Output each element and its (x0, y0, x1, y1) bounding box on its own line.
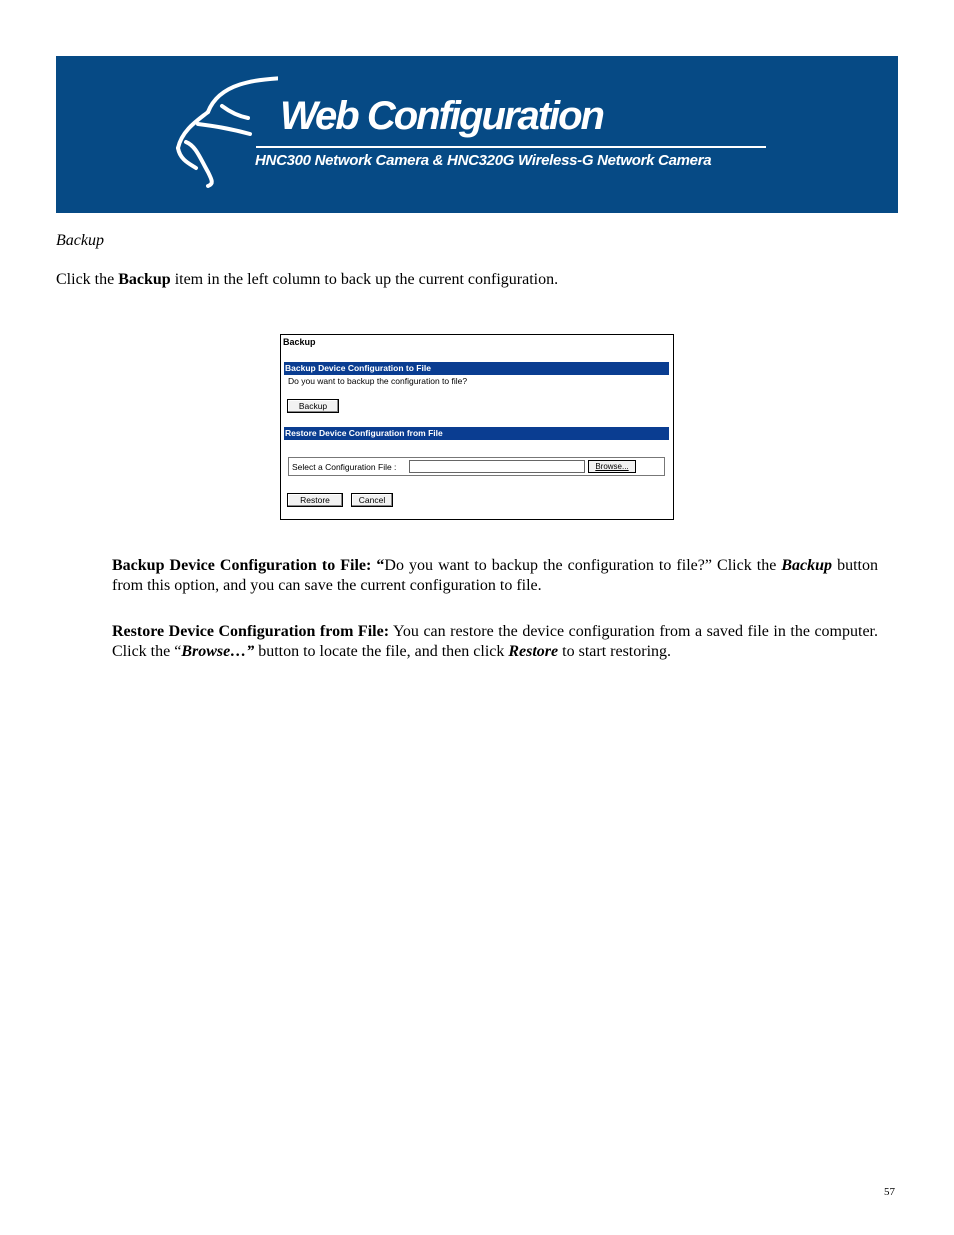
banner-subtitle: HNC300 Network Camera & HNC320G Wireless-G Network Camera (255, 152, 712, 169)
restore-section-rule (284, 439, 669, 440)
backup-section-header: Backup Device Configuration to File (284, 362, 669, 374)
page-number: 57 (884, 1186, 895, 1198)
banner-divider (256, 146, 766, 148)
restore-description-text-1: You can restore the device configuration from a saved file in the computer. Click the “ (112, 623, 878, 660)
banner-title: Web Configuration (280, 94, 603, 138)
eagle-head-icon (168, 72, 278, 192)
intro-prefix: Click the (56, 271, 119, 288)
intro-suffix: item in the left column to back up the current configuration. (170, 271, 559, 288)
backup-description-text-1: Do you want to backup the configuration to file?” Click the (384, 557, 782, 574)
restore-description-restore: Restore (508, 643, 559, 660)
select-file-label: Select a Configuration File : (292, 462, 397, 472)
section-heading: Backup (56, 232, 104, 249)
backup-description-emphasis: Backup (781, 557, 833, 574)
browse-button[interactable]: Browse... (588, 460, 636, 473)
file-select-frame (288, 457, 665, 476)
restore-button[interactable]: Restore (287, 493, 343, 507)
backup-description-text-2: button from this option, and you can save the current configuration to file. (112, 557, 879, 594)
header-banner (56, 56, 898, 213)
backup-description (112, 556, 878, 596)
backup-question: Do you want to backup the configuration to file? (288, 376, 468, 386)
restore-description-label: Restore Device Configuration from File: (112, 623, 390, 640)
restore-description-text-3: to start restoring. (558, 643, 672, 660)
intro-paragraph (56, 271, 558, 289)
backup-screenshot-panel (280, 334, 674, 520)
intro-bold: Backup (118, 271, 171, 288)
restore-description-browse: Browse…” (181, 643, 255, 660)
restore-description-text-2: button to locate the file, and then click (254, 643, 509, 660)
cancel-button[interactable]: Cancel (351, 493, 393, 507)
backup-section-rule (284, 374, 669, 375)
restore-section-header: Restore Device Configuration from File (284, 427, 669, 439)
panel-title: Backup (283, 337, 316, 347)
restore-description (112, 622, 878, 662)
backup-description-label: Backup Device Configuration to File: “ (112, 557, 385, 574)
backup-button[interactable]: Backup (287, 399, 339, 413)
file-path-input[interactable] (409, 460, 585, 473)
